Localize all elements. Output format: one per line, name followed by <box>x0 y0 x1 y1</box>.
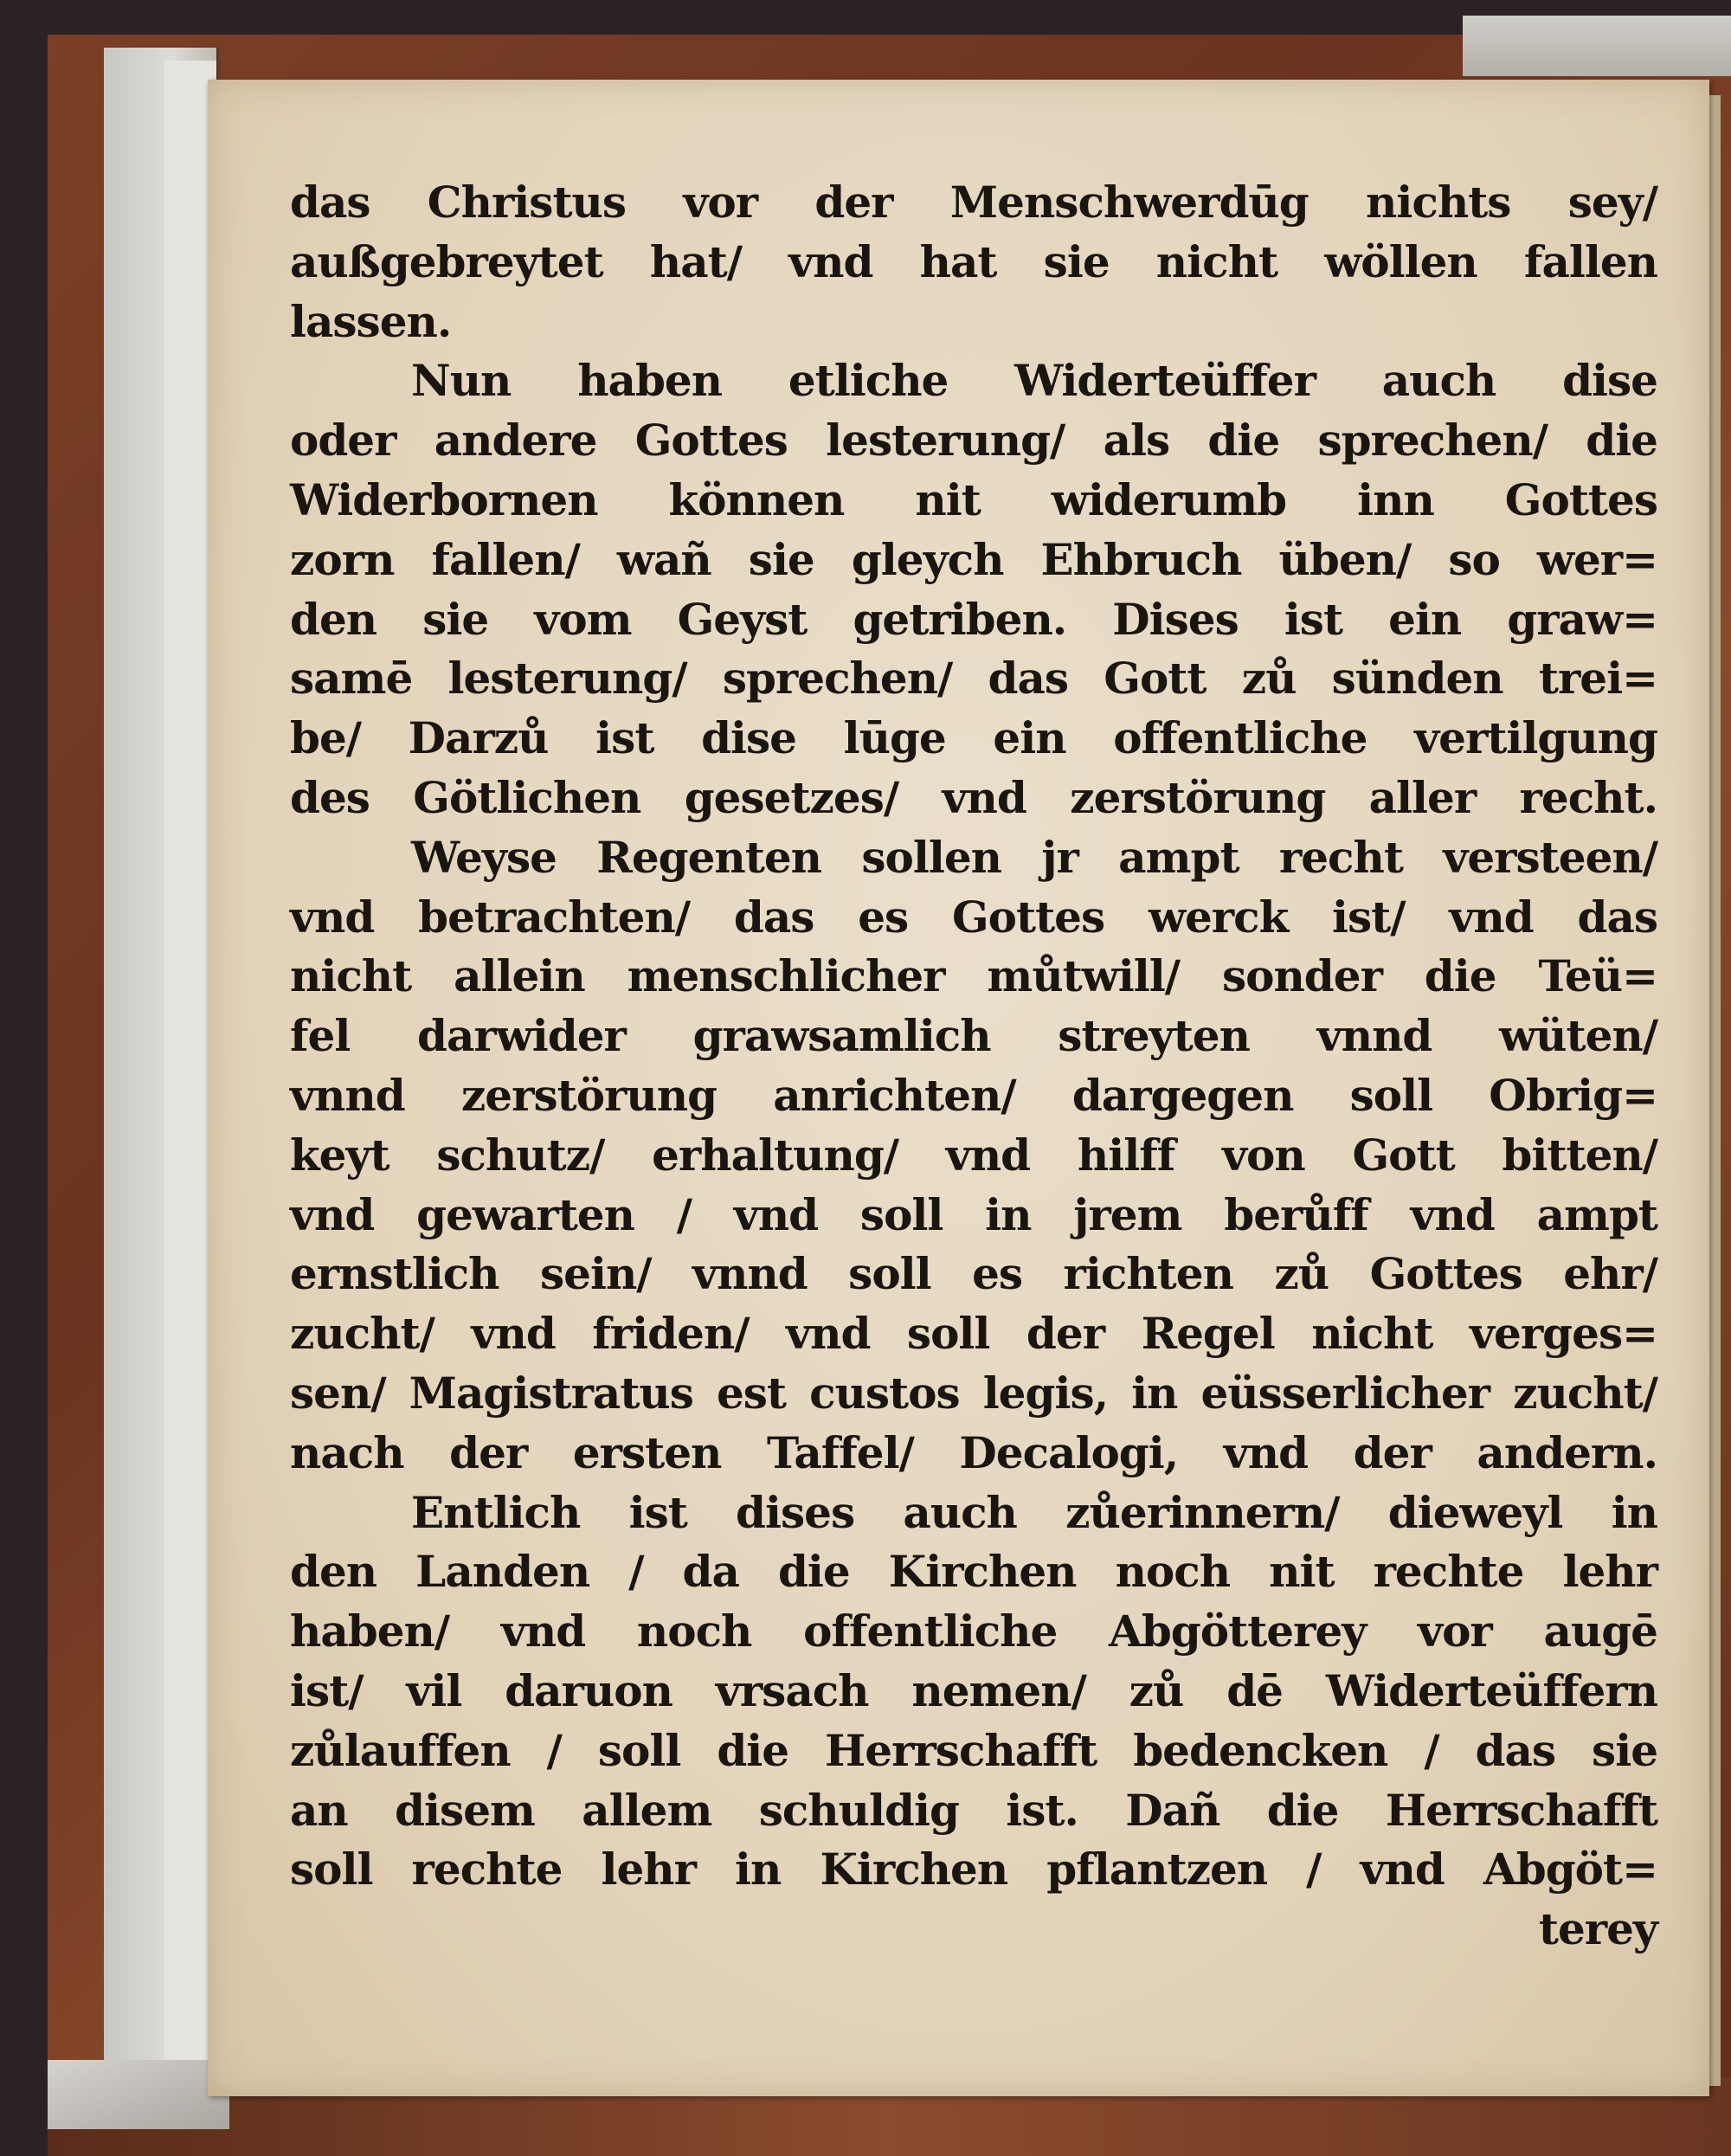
text-line: an disem allem schuldig ist. Dañ die Herrschafft <box>290 1784 1657 1836</box>
text-line: den Landen / da die Kirchen noch nit rechte lehr <box>290 1546 1657 1598</box>
text-line: fel darwider grawsamlich streyten vnnd wüten/ <box>290 1010 1657 1062</box>
text-line: des Götlichen gesetzes/ vnd zerstörung aller recht. <box>290 771 1657 823</box>
text-line: zucht/ vnd friden/ vnd soll der Regel nicht verges= <box>290 1308 1657 1360</box>
text-line: zorn fallen/ wañ sie gleych Ehbruch üben/ so wer= <box>290 533 1657 585</box>
text-line: das Christus vor der Menschwerdūg nichts sey/ <box>290 177 1657 228</box>
paragraph-first-line: Nun haben etliche Widerteüffer auch dise <box>411 355 1657 407</box>
text-line: ernstlich sein/ vnnd soll es richten zů Gottes ehr/ <box>290 1248 1657 1300</box>
paragraph-first-line: Weyse Regenten sollen jr ampt recht versteen/ <box>411 831 1657 883</box>
text-line: nicht allein menschlicher můtwill/ sonder die Teü= <box>290 950 1657 1002</box>
text-line: keyt schutz/ erhaltung/ vnd hilff von Gott bitten/ <box>290 1129 1657 1181</box>
text-line: ist/ vil daruon vrsach nemen/ zů dē Widerteüffern <box>290 1664 1657 1716</box>
cover-corner-bottom <box>48 2060 229 2129</box>
text-line: den sie vom Geyst getriben. Dises ist ein graw= <box>290 593 1657 645</box>
catchword: terey <box>1538 1903 1657 1955</box>
text-line: vnd betrachten/ das es Gottes werck ist/ vnd das <box>290 891 1657 943</box>
text-line: oder andere Gottes lesterung/ als die sprechen/ die <box>290 415 1657 467</box>
text-line: zůlauffen / soll die Herrschafft bedencken / das sie <box>290 1724 1657 1776</box>
text-line: nach der ersten Taffel/ Decalogi, vnd der andern. <box>290 1426 1657 1478</box>
paragraph-first-line: Entlich ist dises auch zůerinnern/ dieweyl in <box>411 1486 1657 1538</box>
text-line: sen/ Magistratus est custos legis, in eüsserlicher zucht/ <box>290 1367 1657 1419</box>
text-line: vnnd zerstörung anrichten/ dargegen soll Obrig= <box>290 1069 1657 1121</box>
text-line: soll rechte lehr in Kirchen pflantzen / vnd Abgöt= <box>290 1844 1657 1895</box>
cover-corner-top <box>1463 16 1731 76</box>
text-line: samē lesterung/ sprechen/ das Gott zů sünden trei= <box>290 653 1657 705</box>
text-line: be/ Darzů ist dise lūge ein offentliche vertilgung <box>290 712 1657 764</box>
text-line: haben/ vnd noch offentliche Abgötterey vor augē <box>290 1606 1657 1657</box>
text-line: außgebreytet hat/ vnd hat sie nicht wöllen fallen <box>290 235 1657 287</box>
text-line: lassen. <box>290 295 452 347</box>
page-text-block <box>290 173 1657 1960</box>
text-line: Widerbornen können nit widerumb inn Gottes <box>290 473 1657 525</box>
text-line: vnd gewarten / vnd soll in jrem berůff vnd ampt <box>290 1188 1657 1240</box>
